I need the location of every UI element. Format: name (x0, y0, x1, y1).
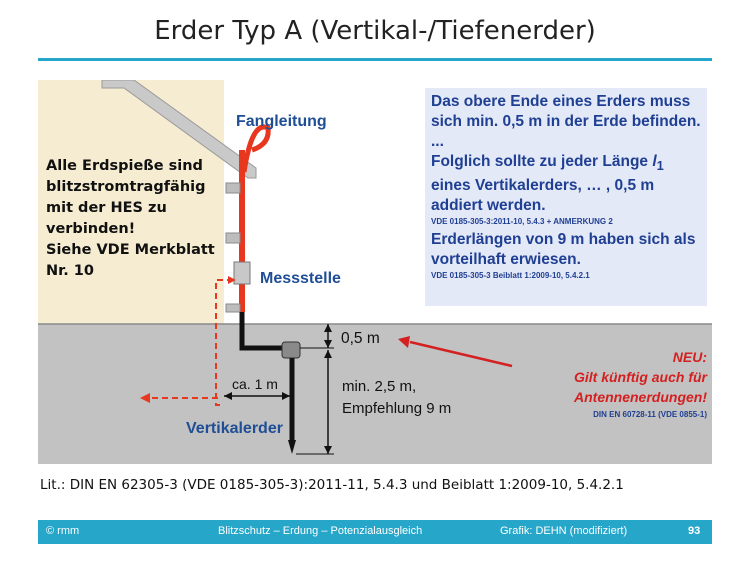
dimension-label-horizontal: ca. 1 m (232, 376, 278, 392)
length-line: min. 2,5 m, (342, 378, 417, 395)
dimension-label-depth: 0,5 m (341, 330, 380, 347)
new-antenna-note (497, 347, 707, 407)
note-line: mit der HES zu (46, 200, 167, 216)
note-line: Alle Erdspieße sind (46, 158, 203, 174)
wall-clamp (226, 183, 240, 193)
new-note-reference: DIN EN 60728-11 (VDE 0855-1) (593, 410, 707, 419)
note-line: blitzstromtragfähig (46, 179, 206, 195)
wall-clamp (226, 233, 240, 243)
label-messstelle: Messstelle (260, 270, 341, 287)
footer-copyright: © rmm (46, 525, 80, 537)
new-note-line: Antennenerdungen! (574, 389, 707, 405)
page-number: 93 (688, 525, 701, 537)
label-vertikalerder: Vertikalerder (186, 420, 283, 437)
hes-connection-note (46, 156, 216, 282)
info-text: eines Vertikalerders, … , 0,5 m addiert werden. (431, 177, 655, 215)
gutter-conductor (244, 127, 268, 172)
new-note-line: Gilt künftig auch für (574, 369, 707, 385)
measuring-point-box (234, 262, 250, 284)
note-line: Nr. 10 (46, 263, 94, 279)
footer-credit: Grafik: DEHN (modifiziert) (500, 525, 628, 537)
dimension-label-length (342, 376, 451, 420)
standard-reference: VDE 0185-305-3:2011-10, 5.4.3 + ANMERKUNG 2 (431, 217, 613, 227)
wall-clamp (226, 304, 240, 312)
literature-reference: Lit.: DIN EN 62305-3 (VDE 0185-305-3):2011-11, 5.4.3 und Beiblatt 1:2009-10, 5.4.2.1 (40, 477, 624, 493)
note-line: verbinden! (46, 221, 136, 237)
footer-topic: Blitzschutz – Erdung – Potenzialausgleich (218, 525, 423, 537)
info-paragraph: Das obere Ende eines Erders muss sich min. 0,5 m in der Erde befinden. ... (431, 93, 701, 150)
info-paragraph (431, 152, 701, 216)
length-variable: l (652, 153, 657, 170)
length-variable-index: 1 (656, 158, 664, 174)
title-divider (38, 58, 712, 61)
connector-clamp (282, 342, 300, 358)
info-paragraph: Erderlängen von 9 m haben sich als vorteilhaft erwiesen. (431, 231, 696, 269)
label-fangleitung: Fangleitung (236, 113, 327, 130)
footer-bar (38, 520, 712, 544)
page-title: Erder Typ A (Vertikal-/Tiefenerder) (154, 16, 596, 46)
standard-info-box (425, 88, 707, 306)
length-line: Empfehlung 9 m (342, 400, 452, 417)
new-note-line: NEU: (672, 349, 707, 365)
note-line: Siehe VDE Merkblatt (46, 242, 215, 258)
info-text: Folglich sollte zu jeder Länge (431, 153, 653, 170)
standard-reference: VDE 0185-305-3 Beiblatt 1:2009-10, 5.4.2.1 (431, 271, 590, 281)
